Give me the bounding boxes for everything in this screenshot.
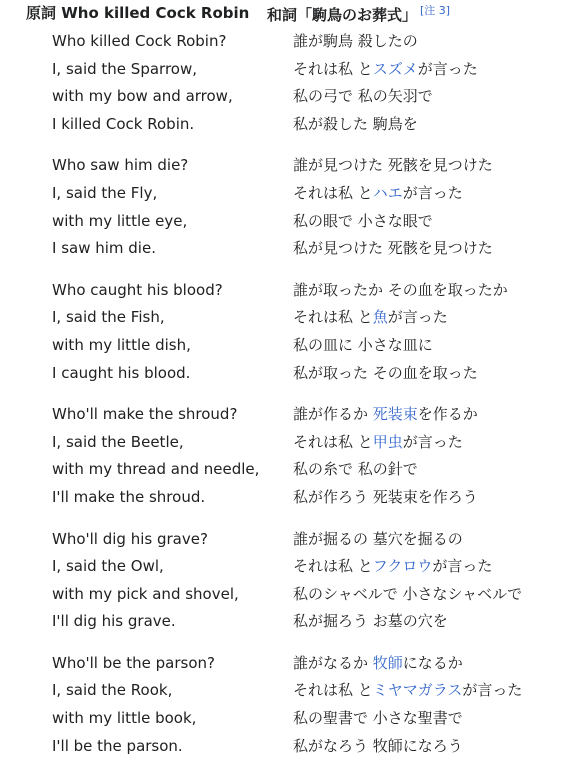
english-line: I'll make the shroud.	[52, 487, 206, 506]
japanese-line-text: それは私 と	[293, 557, 373, 576]
english-line: I, said the Rook,	[52, 681, 173, 700]
footnote-link[interactable]: [注 3]	[420, 4, 451, 17]
japanese-line-text: 誰が作るか	[293, 405, 373, 424]
japanese-line	[293, 608, 522, 636]
english-line: with my bow and arrow,	[52, 87, 233, 106]
japanese-line	[293, 235, 522, 263]
japanese-line-text: 誰が掘るの 墓穴を掘るの	[293, 529, 463, 548]
english-line: with my thread and needle,	[52, 460, 260, 479]
english-line: Who'll dig his grave?	[52, 529, 208, 548]
japanese-verse	[293, 28, 522, 138]
japanese-line	[293, 28, 522, 56]
header-original-text: 原詞 Who killed Cock Robin	[26, 4, 250, 22]
wiki-link[interactable]: 甲虫	[372, 432, 403, 451]
japanese-line	[293, 456, 522, 484]
english-line: with my little dish,	[52, 335, 191, 354]
japanese-column	[267, 28, 522, 774]
english-line: I killed Cock Robin.	[52, 114, 195, 133]
japanese-line	[293, 304, 522, 332]
japanese-line-text: になるか	[402, 653, 463, 672]
japanese-line-text: 私が作ろう 死装束を作ろう	[293, 487, 478, 506]
wiki-link[interactable]: 牧師	[372, 653, 403, 672]
japanese-line-text: が言った	[402, 183, 463, 202]
english-line: I, said the Beetle,	[52, 432, 184, 451]
english-verse	[52, 152, 267, 262]
english-line: Who'll make the shroud?	[52, 405, 238, 424]
japanese-line	[293, 429, 522, 457]
header-original	[18, 2, 267, 28]
japanese-line	[293, 56, 522, 84]
japanese-line	[293, 650, 522, 678]
japanese-line-text: 誰が駒鳥 殺したの	[293, 32, 418, 50]
japanese-line	[293, 526, 522, 554]
japanese-line-text: が言った	[387, 308, 448, 327]
japanese-line	[293, 332, 522, 360]
japanese-line-text: それは私 と	[293, 432, 373, 451]
english-column	[18, 28, 267, 774]
english-line: with my little book,	[52, 709, 197, 728]
english-verse	[52, 526, 267, 636]
japanese-line-text: それは私 と	[293, 681, 373, 700]
japanese-line	[293, 208, 522, 236]
japanese-line-text: 誰がなるか	[293, 653, 373, 672]
english-line: I, said the Sparrow,	[52, 59, 197, 78]
japanese-verse	[293, 650, 522, 760]
english-verse	[52, 650, 267, 760]
english-verse	[52, 401, 267, 511]
japanese-line	[293, 111, 522, 139]
english-line: I, said the Fish,	[52, 308, 165, 327]
japanese-line-text: 私の弓で 私の矢羽で	[293, 87, 433, 106]
japanese-line-text: が言った	[462, 681, 523, 700]
japanese-line-text: それは私 と	[293, 183, 373, 202]
english-line: I, said the Fly,	[52, 183, 158, 202]
japanese-line	[293, 581, 522, 609]
japanese-verse	[293, 401, 522, 511]
japanese-line	[293, 360, 522, 388]
japanese-line-text: 私のシャベルで 小さなシャベルで	[293, 584, 523, 603]
poem-table	[18, 2, 522, 774]
header-japanese	[267, 2, 522, 28]
japanese-line-text: それは私 と	[293, 308, 373, 327]
japanese-line	[293, 677, 522, 705]
japanese-line-text: 私が殺した 駒鳥を	[293, 114, 418, 133]
japanese-line	[293, 83, 522, 111]
wiki-link[interactable]: ミヤマガラス	[372, 681, 463, 700]
english-line: Who saw him die?	[52, 156, 189, 175]
japanese-verse	[293, 152, 522, 262]
japanese-line-text: が言った	[432, 557, 493, 576]
english-line: I saw him die.	[52, 239, 156, 258]
english-line: I, said the Owl,	[52, 557, 164, 576]
japanese-line-text: 私の聖書で 小さな聖書で	[293, 709, 463, 728]
japanese-line-text: 私が掘ろう お墓の穴を	[293, 612, 448, 631]
japanese-verse	[293, 526, 522, 636]
wiki-link[interactable]: フクロウ	[372, 557, 433, 576]
japanese-line-text: 私の糸で 私の針で	[293, 460, 418, 479]
japanese-line	[293, 401, 522, 429]
japanese-line-text: が言った	[402, 432, 463, 451]
english-line: with my little eye,	[52, 211, 188, 230]
japanese-line	[293, 553, 522, 581]
japanese-line	[293, 277, 522, 305]
english-line: I'll be the parson.	[52, 736, 183, 755]
wiki-link[interactable]: ハエ	[372, 183, 403, 202]
japanese-line-text: 私が取った その血を取った	[293, 363, 478, 382]
english-line: Who'll be the parson?	[52, 653, 215, 672]
wiki-link[interactable]: 死装束	[372, 405, 418, 424]
japanese-line-text: 私の皿に 小さな皿に	[293, 335, 433, 354]
wiki-link[interactable]: スズメ	[372, 59, 418, 78]
japanese-line-text: が言った	[417, 59, 478, 78]
japanese-line	[293, 705, 522, 733]
japanese-line-text: 私がなろう 牧師になろう	[293, 736, 463, 755]
japanese-line	[293, 733, 522, 761]
english-line: Who killed Cock Robin?	[52, 32, 227, 50]
japanese-verse	[293, 277, 522, 387]
japanese-line-text: 誰が取ったか その血を取ったか	[293, 280, 508, 299]
english-verse	[52, 28, 267, 138]
japanese-line	[293, 484, 522, 512]
japanese-line-text: 私の眼で 小さな眼で	[293, 211, 433, 230]
japanese-line	[293, 152, 522, 180]
english-verse	[52, 277, 267, 387]
japanese-line-text: 誰が見つけた 死骸を見つけた	[293, 156, 493, 175]
header-japanese-text: 和詞「駒鳥のお葬式」	[267, 6, 418, 24]
english-line: Who caught his blood?	[52, 280, 223, 299]
english-line: I caught his blood.	[52, 363, 191, 382]
wiki-link[interactable]: 魚	[372, 308, 388, 327]
japanese-line-text: 私が見つけた 死骸を見つけた	[293, 239, 493, 258]
english-line: with my pick and shovel,	[52, 584, 239, 603]
japanese-line-text: それは私 と	[293, 59, 373, 78]
english-line: I'll dig his grave.	[52, 612, 176, 631]
japanese-line	[293, 180, 522, 208]
japanese-line-text: を作るか	[417, 405, 478, 424]
